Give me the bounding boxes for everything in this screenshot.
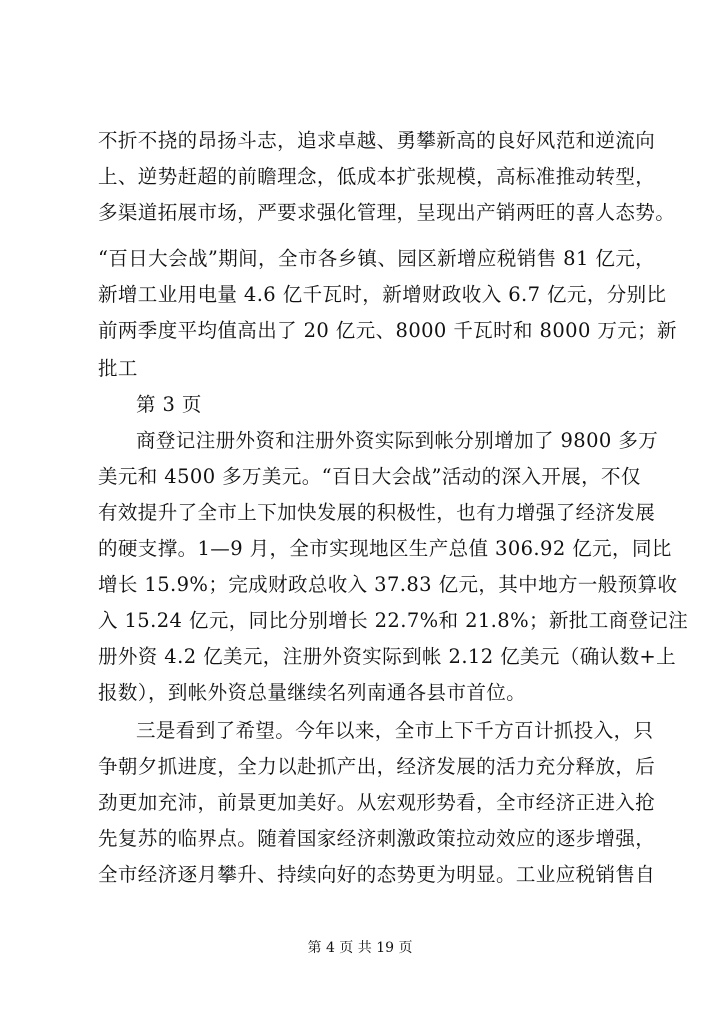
text-line: 入 15.24 亿元，同比分别增长 22.7%和 21.8%；新批工商登记注 xyxy=(98,609,689,632)
text-line: 报数），到帐外资总量继续名列南通各县市首位。 xyxy=(98,681,527,704)
paragraph-start-line: 三是看到了希望。今年以来，全市上下千方百计抓投入，只 xyxy=(136,719,654,742)
text-line: 争朝夕抓进度，全力以赴抓产出，经济发展的活力充分释放，后 xyxy=(98,755,656,778)
text-line: 的硬支撑。1—9 月，全市实现地区生产总值 306.92 亿元，同比 xyxy=(98,537,672,560)
text-line: 劲更加充沛，前景更加美好。从宏观形势看，全市经济正进入抢 xyxy=(98,791,656,814)
text-line: 全市经济逐月攀升、持续向好的态势更为明显。工业应税销售自 xyxy=(98,863,656,886)
text-line: 增长 15.9%；完成财政总收入 37.83 亿元，其中地方一般预算收 xyxy=(98,573,678,596)
text-line: 有效提升了全市上下加快发展的积极性，也有力增强了经济发展 xyxy=(98,501,656,524)
page-footer: 第 4 页 共 19 页 xyxy=(307,940,413,956)
text-line: 新增工业用电量 4.6 亿千瓦时，新增财政收入 6.7 亿元，分别比 xyxy=(98,283,667,306)
text-line: 先复苏的临界点。随着国家经济刺激政策拉动效应的逐步增强， xyxy=(98,827,656,850)
text-line: 前两季度平均值高出了 20 亿元、8000 千瓦时和 8000 万元；新 xyxy=(98,319,677,342)
text-line: 册外资 4.2 亿美元，注册外资实际到帐 2.12 亿美元（确认数+上 xyxy=(98,645,677,668)
text-line: 批工 xyxy=(98,357,138,380)
page-marker: 第 3 页 xyxy=(136,393,202,416)
text-line: 不折不挠的昂扬斗志，追求卓越、勇攀新高的良好风范和逆流向 xyxy=(98,129,656,152)
text-line: 美元和 4500 多万美元。“百日大会战”活动的深入开展，不仅 xyxy=(98,465,641,488)
text-line: 上、逆势赶超的前瞻理念，低成本扩张规模，高标准推动转型， xyxy=(98,165,656,188)
text-line: 多渠道拓展市场，严要求强化管理，呈现出产销两旺的喜人态势。 xyxy=(98,201,676,224)
text-line: “百日大会战”期间，全市各乡镇、园区新增应税销售 81 亿元， xyxy=(98,247,656,270)
text-line: 商登记注册外资和注册外资实际到帐分别增加了 9800 多万 xyxy=(136,429,659,452)
